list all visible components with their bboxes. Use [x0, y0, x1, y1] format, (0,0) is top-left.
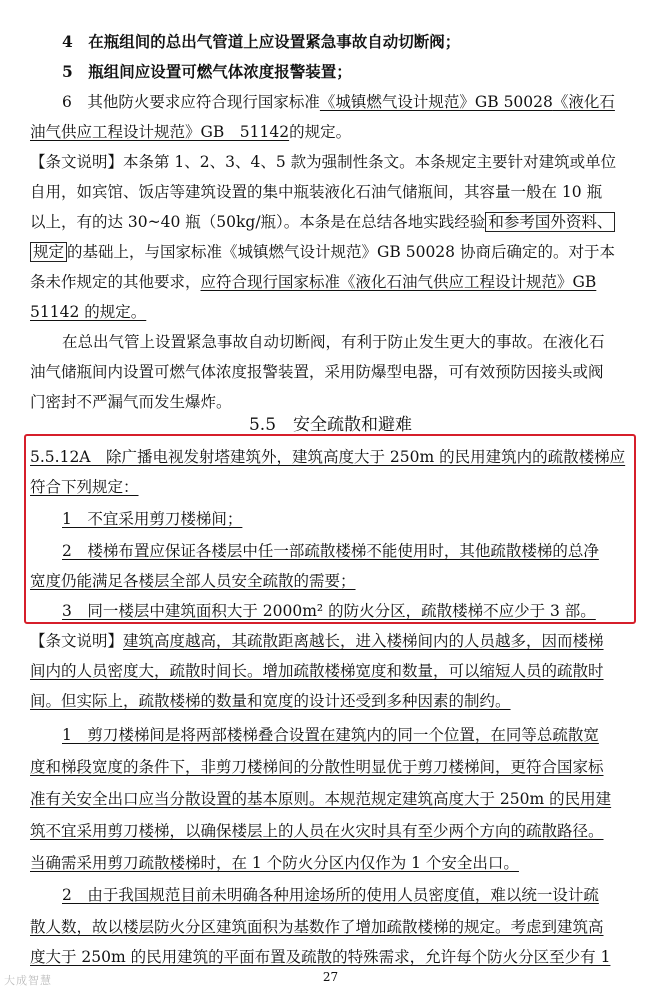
explain2-line-1: 在总出气管上设置紧急事故自动切断阀，有利于防止发生更大的事故。在液化石 — [62, 333, 605, 351]
clause-item-3 — [30, 601, 661, 621]
explain1-line-5-a: 条未作规定的其他要求， — [30, 273, 201, 291]
explain3-line-1 — [30, 631, 631, 651]
page-number: 27 — [322, 970, 339, 984]
item-6-line-1 — [30, 92, 661, 112]
explain1-line-6 — [30, 302, 631, 322]
gb50028-ref: 《城镇燃气设计规范》GB 50028 — [319, 93, 553, 111]
watermark: 大成智慧 — [4, 974, 52, 987]
clause-item-2-cont-text: 宽度仍能满足各楼层全部人员安全疏散的需要； — [30, 572, 356, 590]
boxed-text-1: 和参考国外资料、 — [485, 212, 615, 232]
explain3-line-1-text: 建筑高度越高，其疏散距离越长，进入楼梯间内的人员越多，因而楼梯 — [123, 632, 604, 650]
explain1-line-1: 【条文说明】本条第 1、2、3、4、5 款为强制性条文。本条规定主要针对建筑或单位 — [30, 153, 617, 171]
explain4-line-2 — [30, 757, 631, 777]
explain4-line-2-text: 度和梯段宽度的条件下，非剪刀楼梯间的分散性明显优于剪刀楼梯间，更符合国家标 — [30, 758, 604, 776]
explain5-line-3 — [30, 947, 631, 967]
item-6-line-2 — [30, 122, 631, 142]
explain3-line-3-text: 间。但实际上，疏散楼梯的数量和宽度的设计还受到多种因素的制约。 — [30, 692, 511, 710]
explain1-line-5-b: 应符合现行国家标准《液化石油气供应工程设计规范》GB — [200, 273, 597, 291]
explain5-line-1-text: 2 由于我国规范目前未明确各种用途场所的使用人员密度值，难以统一设计疏 — [62, 886, 599, 904]
item-4: 4 在瓶组间的总出气管道上应设置紧急事故自动切断阀； — [62, 32, 461, 51]
explain4-line-1 — [30, 725, 661, 745]
explain4-line-4-text: 筑不宜采用剪刀楼梯，以确保楼层上的人员在火灾时具有至少两个方向的疏散路径。 — [30, 822, 604, 840]
clause-title: 5.5.12A 除广播电视发射塔建筑外，建筑高度大于 250m 的民用建筑内的疏散楼梯应 — [30, 448, 626, 466]
item-6-text: 6 其他防火要求应符合现行国家标准 — [62, 93, 320, 111]
clause-item-2-text: 2 楼梯布置应保证各楼层中任一部疏散楼梯不能使用时，其他疏散楼梯的总净 — [62, 542, 599, 560]
gb51142-ref: 油气供应工程设计规范》GB 51142 — [30, 123, 290, 141]
explain4-line-4 — [30, 821, 631, 841]
clause-item-1 — [30, 509, 661, 529]
clause-item-2-cont — [30, 571, 631, 591]
item-5: 5 瓶组间应设置可燃气体浓度报警装置； — [62, 62, 352, 81]
explain4-line-1-text: 1 剪刀楼梯间是将两部楼梯叠合设置在建筑内的同一个位置，在同等总疏散宽 — [62, 726, 599, 744]
boxed-text-2: 规定 — [30, 242, 67, 262]
clause-line-2 — [30, 477, 631, 497]
explain4-line-3 — [30, 789, 631, 809]
explain5-line-3-text: 度大于 250m 的民用建筑的平面布置及疏散的特殊需求，允许每个防火分区至少有 1 — [30, 948, 611, 966]
explain1-line-6-text: 51142 的规定。 — [30, 303, 147, 321]
explain3-line-3 — [30, 691, 631, 711]
explain2-line-3: 门密封不严漏气而发生爆炸。 — [30, 393, 232, 411]
section-heading: 5.5 安全疏散和避难 — [248, 415, 413, 435]
explain5-line-2 — [30, 917, 631, 937]
clause-item-3-text: 3 同一楼层中建筑面积大于 2000m² 的防火分区，疏散楼梯不应少于 3 部。 — [62, 602, 596, 620]
clause-item-1-text: 1 不宜采用剪刀楼梯间； — [62, 510, 243, 528]
explain1-line-3-a: 以上，有的达 30~40 瓶（50kg/瓶）。本条是在总结各地实践经验 — [30, 213, 486, 231]
explain4-line-3-text: 准有关安全出口应当分散设置的基本原则。本规范规定建筑高度大于 250m 的民用建 — [30, 790, 612, 808]
explain5-line-1 — [30, 885, 661, 905]
explain3-line-2-text: 间内的人员密度大，疏散时间长。增加疏散楼梯宽度和数量，可以缩短人员的疏散时 — [30, 662, 604, 680]
clause-item-2 — [30, 541, 661, 561]
explain1-line-4 — [30, 242, 631, 262]
explain3-label: 【条文说明】 — [30, 632, 124, 650]
explain3-line-2 — [30, 661, 631, 681]
explain4-line-5-text: 当确需采用剪刀疏散楼梯时，在 1 个防火分区内仅作为 1 个安全出口。 — [30, 854, 519, 872]
explain4-line-5 — [30, 853, 631, 873]
explain1-line-5 — [30, 272, 631, 292]
lpg-ref-start: 《液化石 — [552, 93, 615, 111]
clause-intro: 符合下列规定： — [30, 478, 139, 496]
explain1-line-3 — [30, 212, 631, 232]
explain1-line-2: 自用，如宾馆、饭店等建筑设置的集中瓶装液化石油气储瓶间，其容量一般在 10 瓶 — [30, 183, 603, 201]
explain5-line-2-text: 散人数，故以楼层防火分区建筑面积为基数作了增加疏散楼梯的规定。考虑到建筑高 — [30, 918, 604, 936]
clause-line-1 — [30, 447, 631, 467]
explain2-line-2: 油气储瓶间内设置可燃气体浓度报警装置，采用防爆型电器，可有效预防因接头或阀 — [30, 363, 604, 381]
explain1-line-4-b: 的基础上，与国家标准《城镇燃气设计规范》GB 50028 协商后确定的。对于本 — [67, 243, 615, 261]
item-6-end: 的规定。 — [289, 123, 352, 141]
